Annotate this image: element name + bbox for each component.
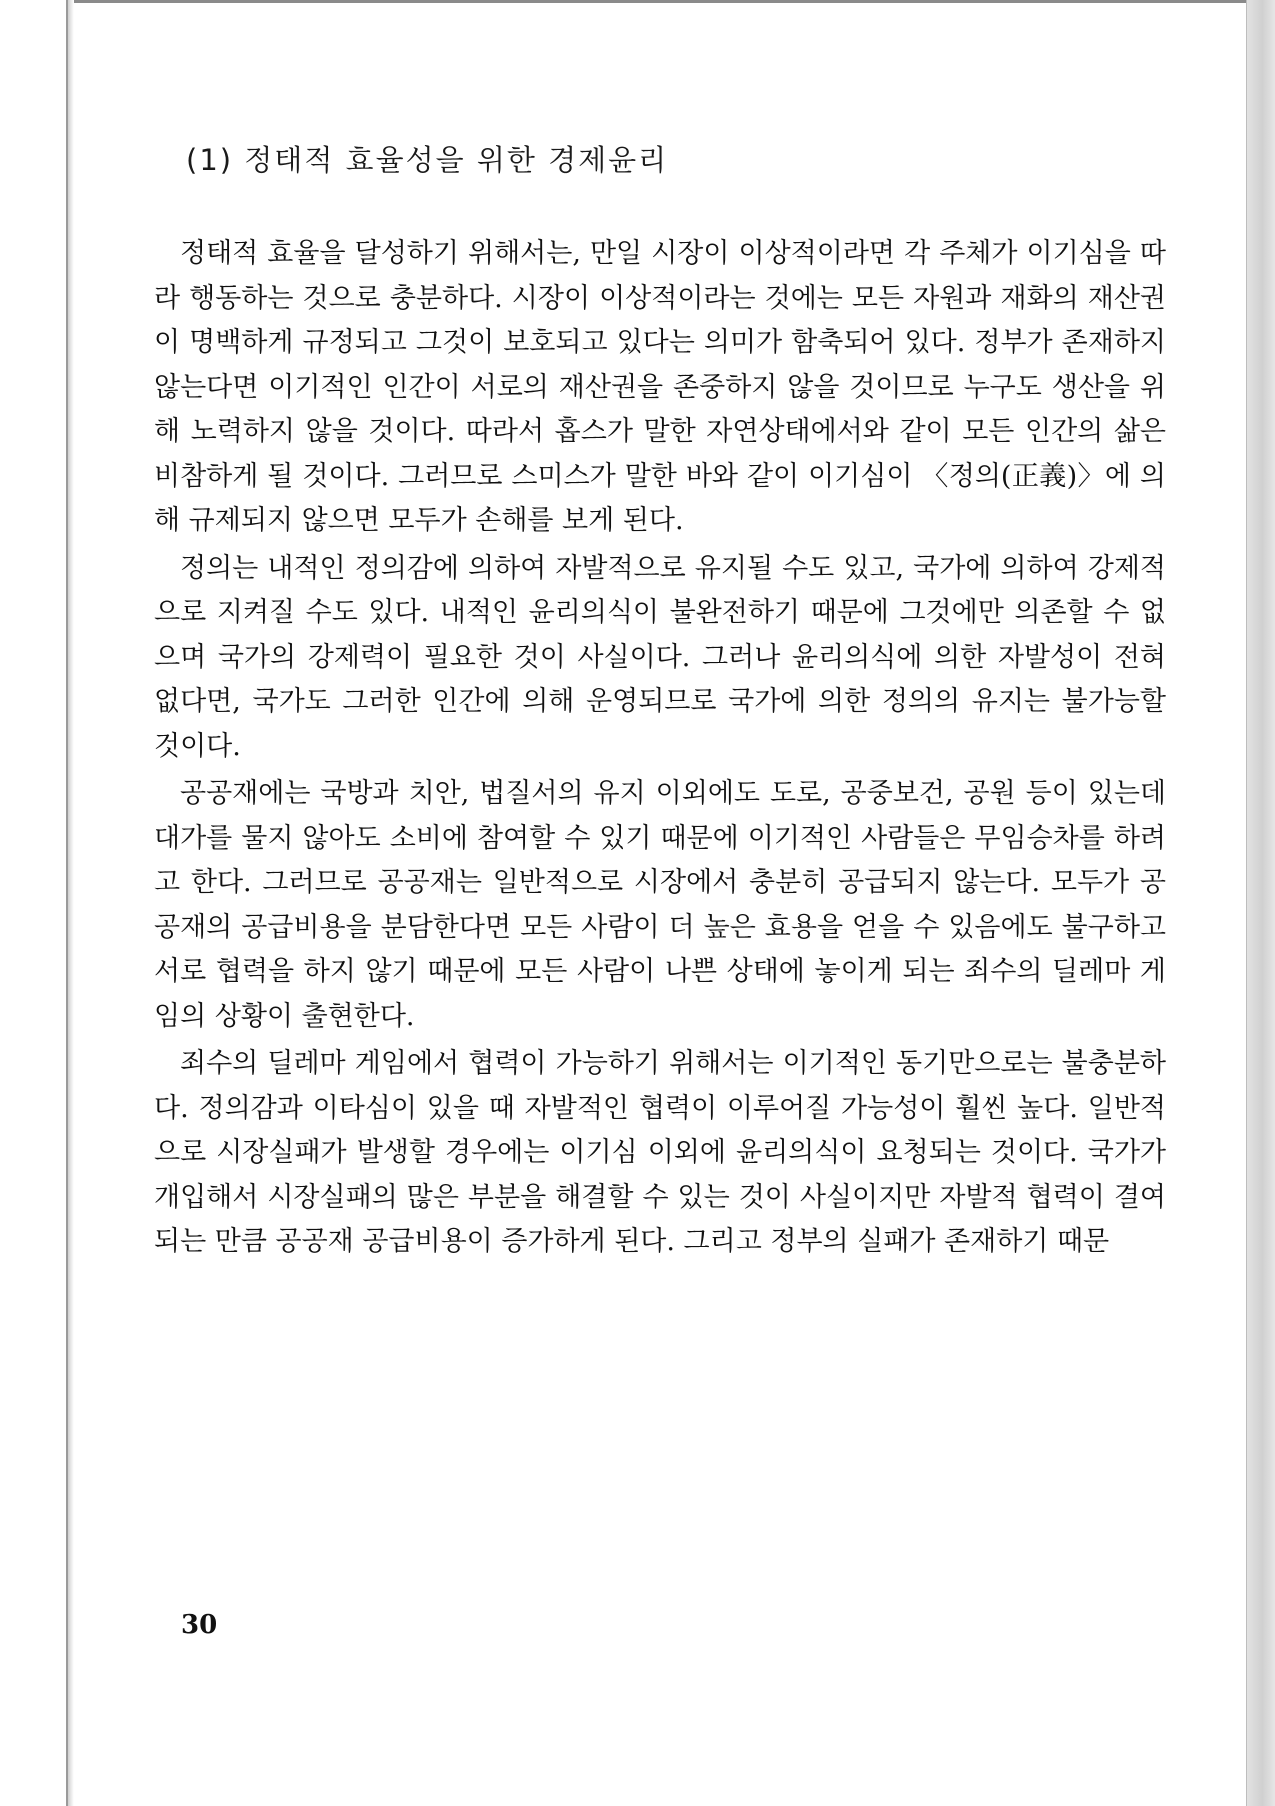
paragraph-4: 죄수의 딜레마 게임에서 협력이 가능하기 위해서는 이기적인 동기만으로는 불충분하다. 정의감과 이타심이 있을 때 자발적인 협력이 이루어질 가능성이 훨씬 높다. 일반적으로 시장실패가 발생할 경우에는 이기심 이외에 윤리의식이 요청되는 것이다. 국가가 개입해서 시장실패의 많은 부분을 해결할 수 있는 것이 사실이지만 자발적 협력이 결여되는 만큼 공공재 공급비용이 증가하게 된다. 그리고 정부의 실패가 존재하기 때문 [154, 1048, 1166, 1257]
section-title: (1) 정태적 효율성을 위한 경제윤리 [186, 143, 669, 177]
paragraph-3: 공공재에는 국방과 치안, 법질서의 유지 이외에도 도로, 공중보건, 공원 등이 있는데 대가를 물지 않아도 소비에 참여할 수 있기 때문에 이기적인 사람들은 무임승차를 하려고 한다. 그러므로 공공재는 일반적으로 시장에서 충분히 공급되지 않는다. 모두가 공공재의 공급비용을 분담한다면 모든 사람이 더 높은 효용을 얻을 수 있음에도 불구하고 서로 협력을 하지 않기 때문에 모든 사람이 나쁜 상태에 놓이게 되는 죄수의 딜레마 게임의 상황이 출현한다. [154, 778, 1166, 1032]
page-right-edge-shadow [1246, 0, 1275, 1806]
page-left-edge [66, 0, 74, 1806]
body-text [154, 232, 1166, 1265]
paragraph-1: 정태적 효율을 달성하기 위해서는, 만일 시장이 이상적이라면 각 주체가 이기심을 따라 행동하는 것으로 충분하다. 시장이 이상적이라는 것에는 모든 자원과 재화의 재산권이 명백하게 규정되고 그것이 보호되고 있다는 의미가 함축되어 있다. 정부가 존재하지 않는다면 이기적인 인간이 서로의 재산권을 존중하지 않을 것이므로 누구도 생산을 위해 노력하지 않을 것이다. 따라서 홉스가 말한 자연상태에서와 같이 모든 인간의 삶은 비참하게 될 것이다. 그러므로 스미스가 말한 바와 같이 이기심이 〈정의(正義)〉에 의해 규제되지 않으면 모두가 손해를 보게 된다. [154, 238, 1166, 536]
paragraph-2: 정의는 내적인 정의감에 의하여 자발적으로 유지될 수도 있고, 국가에 의하여 강제적으로 지켜질 수도 있다. 내적인 윤리의식이 불완전하기 때문에 그것에만 의존할 수 없으며 국가의 강제력이 필요한 것이 사실이다. 그러나 윤리의식에 의한 자발성이 전혀 없다면, 국가도 그러한 인간에 의해 운영되므로 국가에 의한 정의의 유지는 불가능할 것이다. [154, 552, 1166, 762]
page-number: 30 [181, 1610, 218, 1640]
